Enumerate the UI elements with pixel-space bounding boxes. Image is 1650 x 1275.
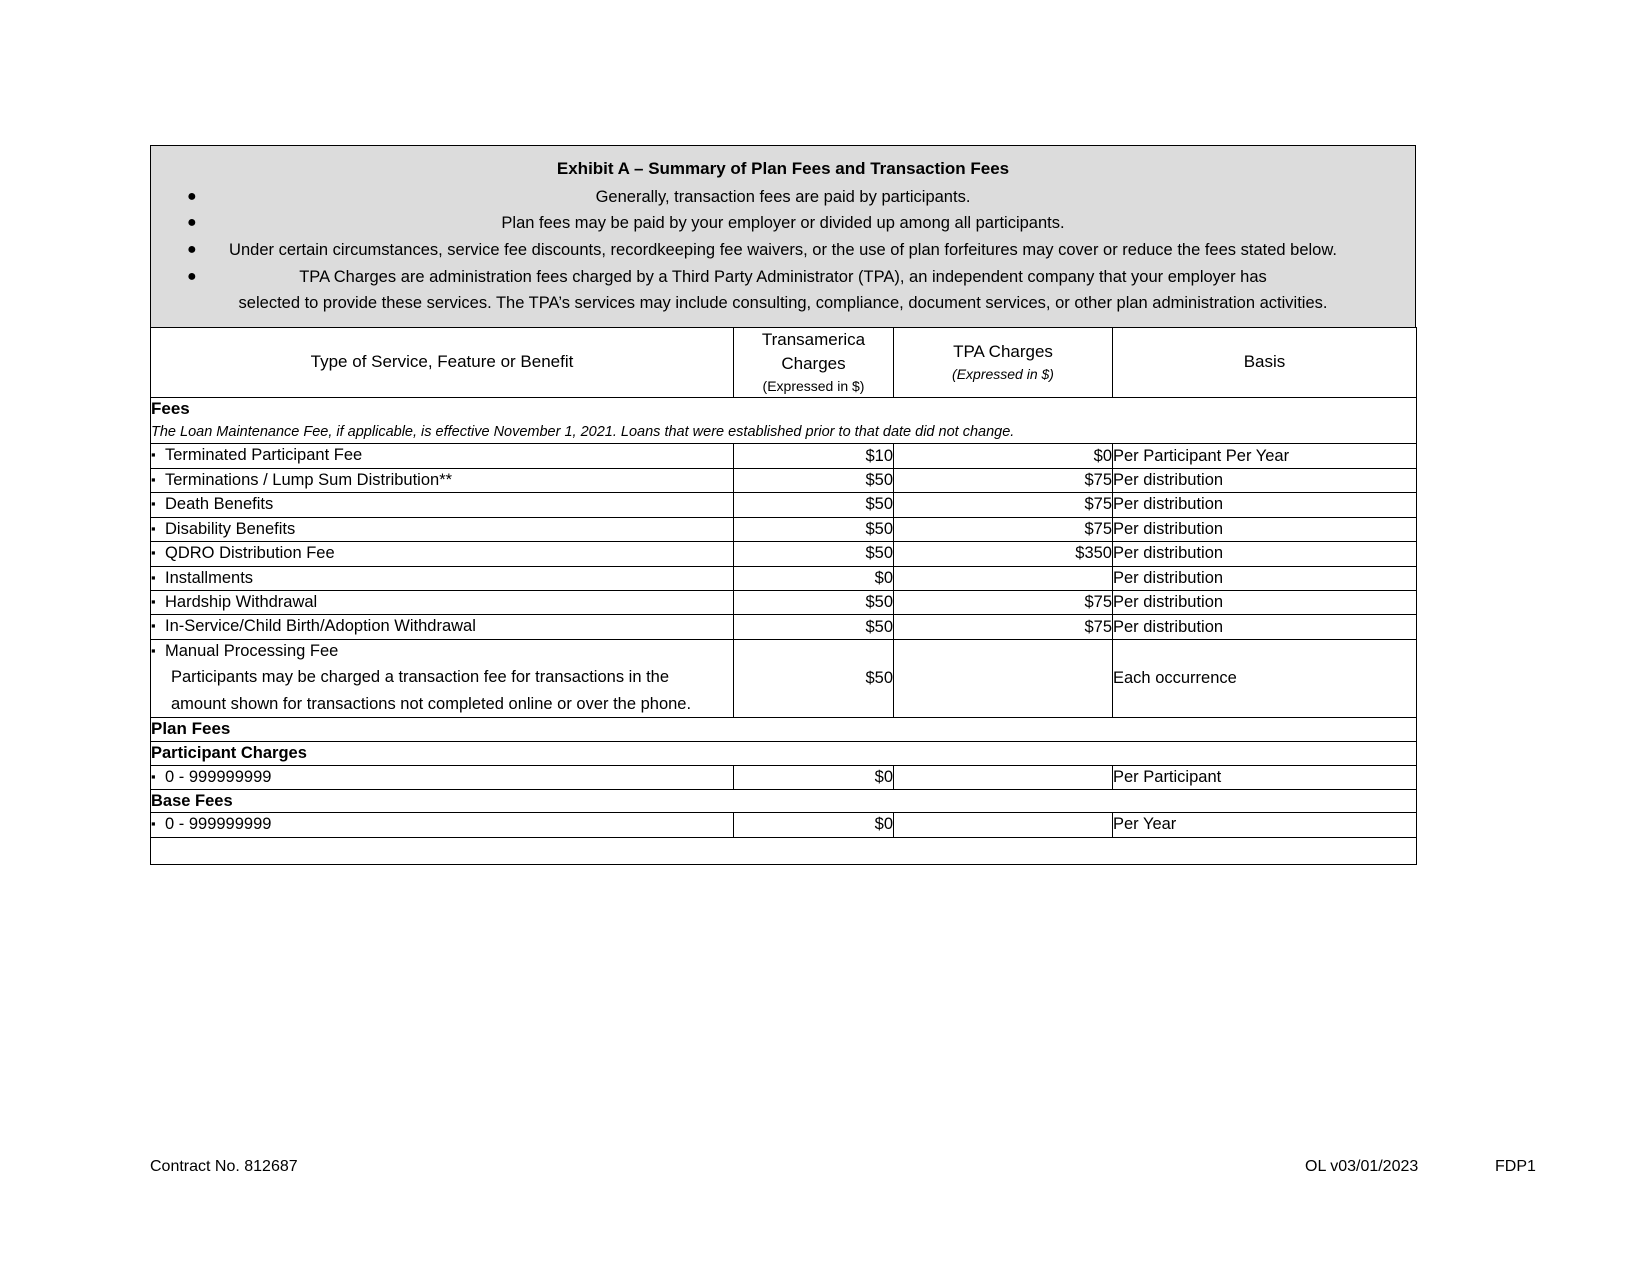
tpa-charge-cell [894, 765, 1113, 789]
fee-label-cell [151, 468, 734, 492]
transamerica-charge-cell: $50 [734, 590, 894, 614]
square-bullet-icon: ▪ [151, 447, 156, 463]
fee-label-cell [151, 444, 734, 468]
basis-cell: Per Participant [1113, 765, 1417, 789]
fee-label-cell [151, 542, 734, 566]
square-bullet-icon: ▪ [151, 768, 156, 784]
table-trailing-row [151, 837, 1417, 864]
fee-label: Disability Benefits [165, 519, 296, 538]
basis-cell: Per distribution [1113, 468, 1417, 492]
tpa-charge-cell: $75 [894, 468, 1113, 492]
square-bullet-icon: ▪ [151, 545, 156, 561]
subsection-row-participant-charges [151, 742, 1417, 765]
bullet-icon: ● [187, 267, 197, 285]
section-row-plan-fees [151, 718, 1417, 742]
column-header-basis [1113, 327, 1417, 397]
subsection-title-base-fees: Base Fees [151, 792, 233, 810]
exhibit-title: Exhibit A – Summary of Plan Fees and Transaction Fees [556, 159, 1010, 178]
table-row-manual-processing-fee [151, 639, 1417, 718]
table-row [151, 590, 1417, 614]
fee-label: Terminated Participant Fee [165, 446, 363, 465]
basis-cell: Per distribution [1113, 517, 1417, 541]
fee-label-cell [151, 566, 734, 590]
table-trailing-cell [151, 837, 1417, 864]
table-row [151, 765, 1417, 789]
section-plan-fees-cell [151, 718, 1417, 742]
fee-label: Installments [165, 568, 254, 587]
plan-fees-table [150, 327, 1417, 865]
intro-bullet-item [157, 210, 1409, 237]
fee-label-cell [151, 590, 734, 614]
fee-label: Hardship Withdrawal [165, 592, 318, 611]
fee-label: Terminations / Lump Sum Distribution** [165, 470, 453, 489]
bullet-icon: ● [187, 240, 197, 258]
basis-cell: Per distribution [1113, 615, 1417, 639]
column-header-tpa-charges [894, 327, 1113, 397]
table-row [151, 542, 1417, 566]
intro-bullet-text: Generally, transaction fees are paid by participants. [595, 187, 971, 206]
transamerica-charge-cell: $50 [734, 517, 894, 541]
fee-label-cell [151, 765, 734, 789]
tpa-charge-cell: $75 [894, 517, 1113, 541]
intro-continuation-text: selected to provide these services. The TPA’s services may include consulting, compliance, document services, or other plan administration activities. [238, 294, 1328, 313]
table-row [151, 444, 1417, 468]
basis-cell: Per distribution [1113, 493, 1417, 517]
basis-cell: Per Year [1113, 813, 1417, 837]
transamerica-charge-cell: $50 [734, 639, 894, 718]
fee-label: Manual Processing Fee [165, 641, 339, 660]
fee-label-cell [151, 615, 734, 639]
intro-header-block [150, 145, 1416, 328]
table-row [151, 493, 1417, 517]
subsection-base-fees-cell [151, 790, 1417, 813]
tpa-charge-cell: $75 [894, 590, 1113, 614]
column-header-service [151, 327, 734, 397]
basis-cell: Per distribution [1113, 590, 1417, 614]
fee-description-line1: Participants may be charged a transaction fee for transactions in the [171, 668, 670, 687]
square-bullet-icon: ▪ [151, 496, 156, 512]
column-header-service-label: Type of Service, Feature or Benefit [310, 351, 574, 371]
square-bullet-icon: ▪ [151, 520, 156, 536]
intro-bullet-item [157, 264, 1409, 291]
bullet-icon: ● [187, 187, 197, 205]
footer-contract-number: Contract No. 812687 [150, 1158, 298, 1175]
transamerica-charge-cell: $50 [734, 542, 894, 566]
tpa-charge-cell [894, 813, 1113, 837]
fee-label: In-Service/Child Birth/Adoption Withdrawal [165, 617, 476, 636]
transamerica-charge-cell: $0 [734, 765, 894, 789]
tpa-charge-cell [894, 566, 1113, 590]
tpa-charge-cell [894, 639, 1113, 718]
tpa-header-line1: TPA Charges [953, 341, 1053, 361]
tpa-charge-cell: $75 [894, 615, 1113, 639]
fee-label-cell [151, 813, 734, 837]
intro-bullet-item [157, 237, 1409, 264]
basis-cell: Per distribution [1113, 542, 1417, 566]
intro-bullet-item [157, 184, 1409, 211]
subsection-row-base-fees [151, 790, 1417, 813]
basis-header-label: Basis [1243, 351, 1286, 371]
tpa-header-sub: (Expressed in $) [952, 366, 1054, 383]
tpa-charge-cell: $75 [894, 493, 1113, 517]
subsection-title-participant-charges: Participant Charges [151, 744, 307, 763]
footer-form-code: FDP1 [1495, 1158, 1536, 1175]
section-fees-cell [151, 397, 1417, 444]
tpa-charge-cell: $0 [894, 444, 1113, 468]
transamerica-charge-cell: $50 [734, 493, 894, 517]
table-row [151, 813, 1417, 837]
column-header-transamerica-charges [734, 327, 894, 397]
transamerica-charge-cell: $50 [734, 468, 894, 492]
tpa-charge-cell: $350 [894, 542, 1113, 566]
fee-label: QDRO Distribution Fee [165, 544, 335, 563]
intro-bullet-list [157, 184, 1409, 291]
transamerica-header-line1: Transamerica [761, 329, 866, 349]
square-bullet-icon: ▪ [151, 816, 156, 832]
table-row [151, 615, 1417, 639]
table-row [151, 468, 1417, 492]
basis-cell: Per Participant Per Year [1113, 444, 1417, 468]
intro-bullet-text: TPA Charges are administration fees charged by a Third Party Administrator (TPA), an independent company that your employer has [299, 267, 1267, 286]
square-bullet-icon: ▪ [151, 642, 156, 658]
basis-cell: Per distribution [1113, 566, 1417, 590]
intro-bullet-text: Plan fees may be paid by your employer or divided up among all participants. [501, 214, 1065, 233]
exhibit-a-document [150, 145, 1416, 865]
transamerica-charge-cell: $50 [734, 615, 894, 639]
fee-label-cell [151, 517, 734, 541]
section-title-plan-fees: Plan Fees [151, 719, 231, 739]
transamerica-charge-cell: $0 [734, 566, 894, 590]
fee-range-label: 0 - 999999999 [165, 767, 272, 786]
transamerica-charge-cell: $10 [734, 444, 894, 468]
fee-label: Death Benefits [165, 495, 274, 514]
section-title-fees: Fees [151, 398, 190, 418]
table-header-row [151, 327, 1417, 397]
square-bullet-icon: ▪ [151, 618, 156, 634]
table-row [151, 517, 1417, 541]
fee-description-line2: amount shown for transactions not completed online or over the phone. [171, 695, 692, 714]
section-note-loan-maintenance: The Loan Maintenance Fee, if applicable, is effective November 1, 2021. Loans that were established prior to that date did not change. [151, 423, 1015, 440]
subsection-participant-charges-cell [151, 742, 1417, 765]
square-bullet-icon: ▪ [151, 593, 156, 609]
bullet-icon: ● [187, 214, 197, 232]
transamerica-header-line2: Charges [781, 354, 846, 374]
square-bullet-icon: ▪ [151, 569, 156, 585]
transamerica-charge-cell: $0 [734, 813, 894, 837]
transamerica-header-sub: (Expressed in $) [762, 378, 865, 395]
basis-cell: Each occurrence [1113, 639, 1417, 718]
square-bullet-icon: ▪ [151, 471, 156, 487]
section-row-fees [151, 397, 1417, 444]
fee-range-label: 0 - 999999999 [165, 815, 272, 834]
table-row [151, 566, 1417, 590]
intro-bullet-text: Under certain circumstances, service fee discounts, recordkeeping fee waivers, or the use of plan forfeitures may cover or reduce the fees stated below. [229, 240, 1337, 259]
fee-label-cell [151, 493, 734, 517]
footer-version: OL v03/01/2023 [1305, 1158, 1419, 1175]
fee-label-cell [151, 639, 734, 718]
